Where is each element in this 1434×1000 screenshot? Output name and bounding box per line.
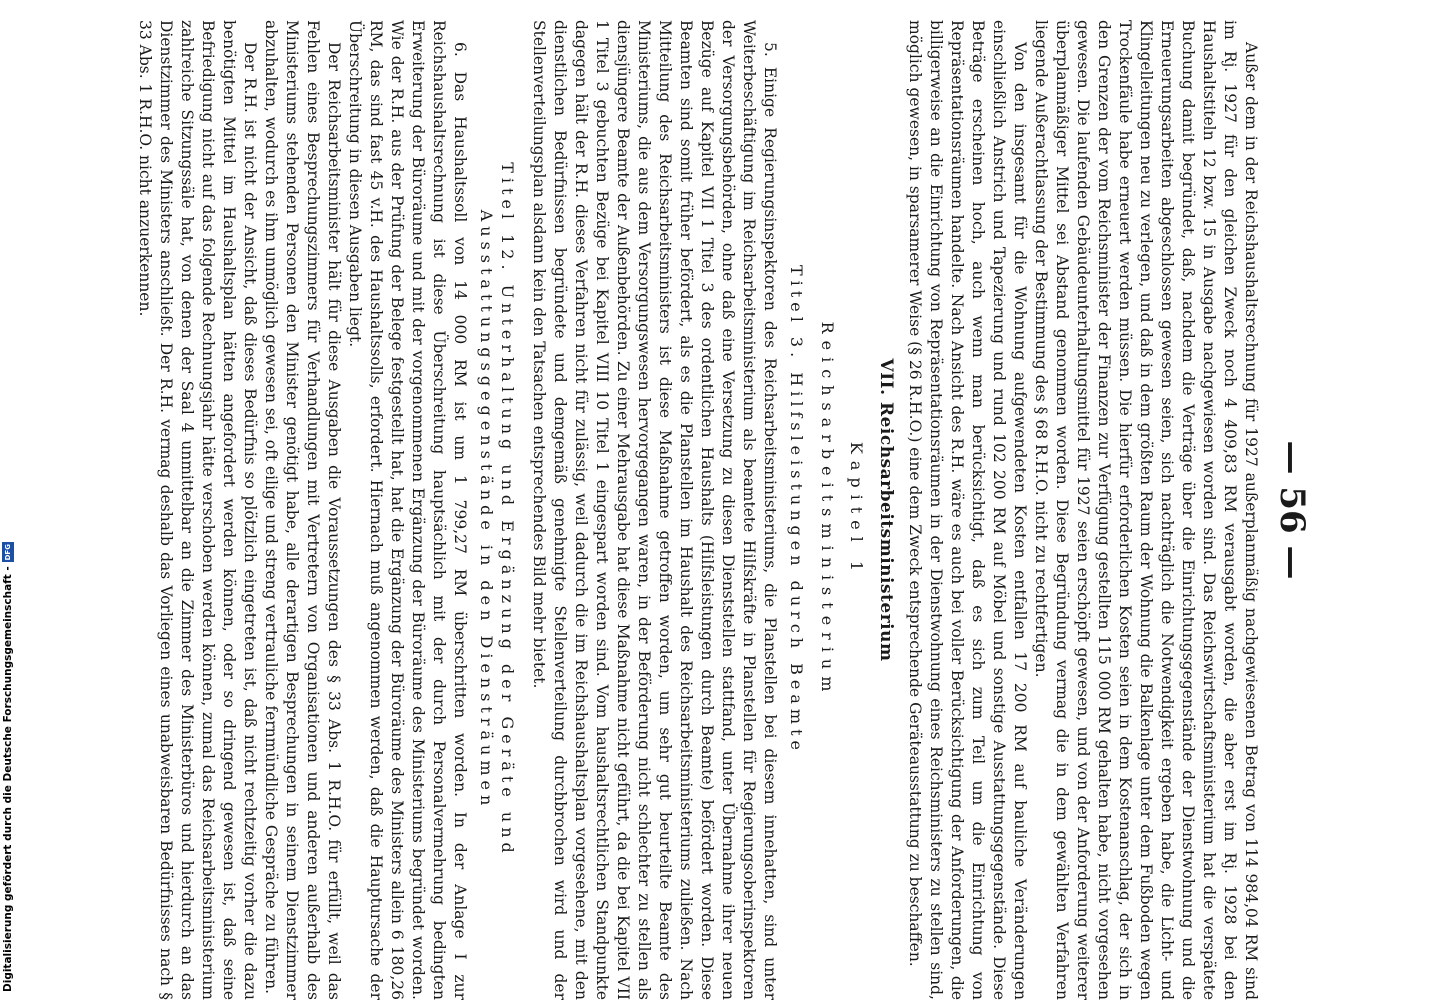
titel12-paragraph-2: Der Reichsarbeitsminister hält für diese Ausgaben die Voraussetzungen des § 33 Abs. 1 R.H.O. für erfüllt, weil das Fehlen eines Besprechungszimmers für Verhandlungen mit Vertretern von Organisationen und anderen außerhalb des Ministeriums stehenden Personen den Minister genötigt habe, alle derartigen Besprechungen in seinem Dienstzimmer abzuhalten, wodurch es ihm unmöglich gewesen sei, oft eilige und streng vertrauliche fernmündliche Gespräche zu führen. bbox=[262, 20, 343, 1000]
titel12-heading-line2: Ausstattungsgegenstände in den Diensträumen bbox=[477, 209, 496, 811]
paragraph-top-2: Von den insgesamt für die Wohnung aufgewendeten Kosten entfallen 17 200 RM auf bauliche Veränderungen einschließlich Anstrich und Tapezierung und rund 102 200 RM auf Möbel und sonstige Ausstattungsgegenstände. Diese Beträge erscheinen hoch, auch wenn man berücksichtigt, daß es sich zum Teil um die Einrichtung von Repräsentationsräumen handelte. Nach Ansicht des R.H. wäre es auch bei voller Berücksichtigung der Anforderungen, die billigerweise an die Einrichtung von Repräsentationsräumen in der Dienstwohnung eines Reichsministers zu stellen sind, möglich gewesen, in sparsamerer Weise (§ 26 R.H.O.) eine dem Zweck entsprechende Geräteausstattung zu beschaffen. bbox=[906, 20, 1029, 1000]
document-page bbox=[117, 20, 1317, 1000]
paragraph-top-1: Außer dem in der Reichshaushaltsrechnung für 1927 außerplanmäßig nachgewiesenen Betrag von 114 984,04 RM sind im Rj. 1927 für den gleichen Zweck noch 4 409,83 RM verausgabt worden, die aber erst im Rj. 1928 bei den Haushaltstiteln 12 bzw. 15 in Ausgabe nachgewiesen worden sind. Das Reichswirtschaftsministerium hat die verspätete Buchung damit begründet, daß, nachdem die Verträge über die Einrichtungsgegenstände der Dienstwohnung und die Erneuerungsarbeiten abgeschlossen gewesen seien, sich nachträglich die Notwendigkeit ergeben habe, die Licht- und Klingelleitungen neu zu verlegen, und daß in dem größten Raum der Wohnung die Balkenlage unter dem Fußboden wegen Trockenfäule habe erneuert werden müssen. Die hierfür erforderlichen Kosten seien in dem Kostenanschlag, der sich in den Grenzen der vom Reichsminister der Finanzen zur Verfügung gestellten 115 000 RM gehalten habe, nicht vorgesehen gewesen. Die laufenden Gebäudeunterhaltungsmittel für 1927 seien erschöpft gewesen, und von der Anforderung weiterer überplanmäßiger Mittel sei Abstand genommen worden. Diese Begründung vermag die in dem gewählten Verfahren liegende Außerachtlassung der Bestimmung des § 68 R.H.O. nicht zu rechtfertigen. bbox=[1032, 20, 1260, 1000]
titel3-heading: Titel 3. Hilfsleistungen durch Beamte bbox=[787, 265, 806, 755]
ministry-heading: Reichsarbeitsministerium bbox=[818, 321, 837, 699]
page-number: — 56 — bbox=[1272, 440, 1312, 580]
titel12-paragraph-1: 6. Das Haushaltssoll von 14 000 RM ist um 1 799,27 RM überschritten worden. In der Anlage I zur Reichshaushaltsrechnung ist diese Überschreitung hauptsächlich mit der durch Personalvermehrung bedingten Erweiterung der Büroräume und mit der vorgenommenen Ergänzung der Büroräume des Ministeriums begründet worden. Wie der R.H. aus der Prüfung der Belege festgestellt hat, hat die Ergänzung der Büroräume des Ministers allein 6 180,26 RM, das sind fast 45 v.H. des Haushaltssolls, erfordert. Hiernach muß angenommen werden, daß die Hauptursache der Überschreitung in diesen Ausgaben liegt. bbox=[346, 20, 469, 1000]
titel12-paragraph-3: Der R.H. ist nicht der Ansicht, daß dieses Bedürfnis so plötzlich eingetreten ist, daß nicht rechtzeitig vorher die dazu benötigten Mittel im Haushaltsplan hätten angefordert werden können, oder so dringend gewesen ist, daß seine Befriedigung nicht auf das folgende Rechnungsjahr hätte verschoben werden können, zumal das Reichsarbeitsministerium zahlreiche Sitzungssäle hat, von denen der Saal 4 unmittelbar an die Zimmer des Ministerbüros und hierdurch an das Dienstzimmer des Ministers anschließt. Der R.H. vermag deshalb das Vorliegen eines unabweisbaren Bedürfnisses nach § 33 Abs. 1 R.H.O. nicht anzuerkennen. bbox=[136, 20, 259, 1000]
chapter-heading: Kapitel 1 bbox=[847, 441, 866, 579]
digitization-credit bbox=[0, 0, 16, 1000]
section-heading: VII. Reichsarbeitsministerium bbox=[876, 358, 896, 662]
titel3-paragraph: 5. Einige Regierungsinspektoren des Reichsarbeitsministeriums, die Planstellen bei diesem innehatten, sind unter Weiterbeschäftigung im Reichsarbeitsministerium als beamtete Hilfskräfte in Planstellen für Regierungsoberinspektoren der Versorgungsbehörden, ohne daß eine Versetzung zu diesen Dienststellen stattfand, unter Übernahme ihrer neuen Bezüge auf Kapitel VII 1 Titel 3 des ordentlichen Haushalts (Hilfsleistungen durch Beamte) befördert worden. Diese Beamten sind somit früher befördert, als es die Planstellen im Haushalt des Reichsarbeitsministeriums zuließen. Nach Mitteilung des Reichsarbeitsministers ist diese Maßnahme getroffen worden, um sehr gut beurteilte Beamte des Ministeriums, die aus dem Versorgungswesen hervorgegangen waren, in der Beförderung nicht schlechter zu stellen als diensjüngere Beamte der Außenbehörden. Zu einer Mehrausgabe hat diese Maßnahme nicht geführt, da die bei Kapitel VII 1 Titel 3 gebuchten Bezüge bei Kapitel VIII 10 Titel 1 eingespart worden sind. Vom haushaltsrechtlichen Standpunkte dagegen hält der R.H. dieses Verfahren nicht für zulässig, weil dadurch die im Reichshaushaltsplan vorgesehene, mit den dienstlichen Bedürfnissen begründete und demgemäß genehmigte Stellenverteilung durchbrochen wird und der Stellenverteilungsplan alsdann kein den Tatsachen entsprechendes Bild mehr bietet. bbox=[530, 20, 779, 1000]
credit-text: Digitalisierung gefördert durch die Deutsche Forschungsgemeinschaft - bbox=[2, 566, 14, 992]
dfg-logo-icon: DFG bbox=[4, 544, 12, 561]
titel12-heading-line1: Titel 12. Unterhaltung und Ergänzung der Geräte und bbox=[498, 162, 517, 858]
